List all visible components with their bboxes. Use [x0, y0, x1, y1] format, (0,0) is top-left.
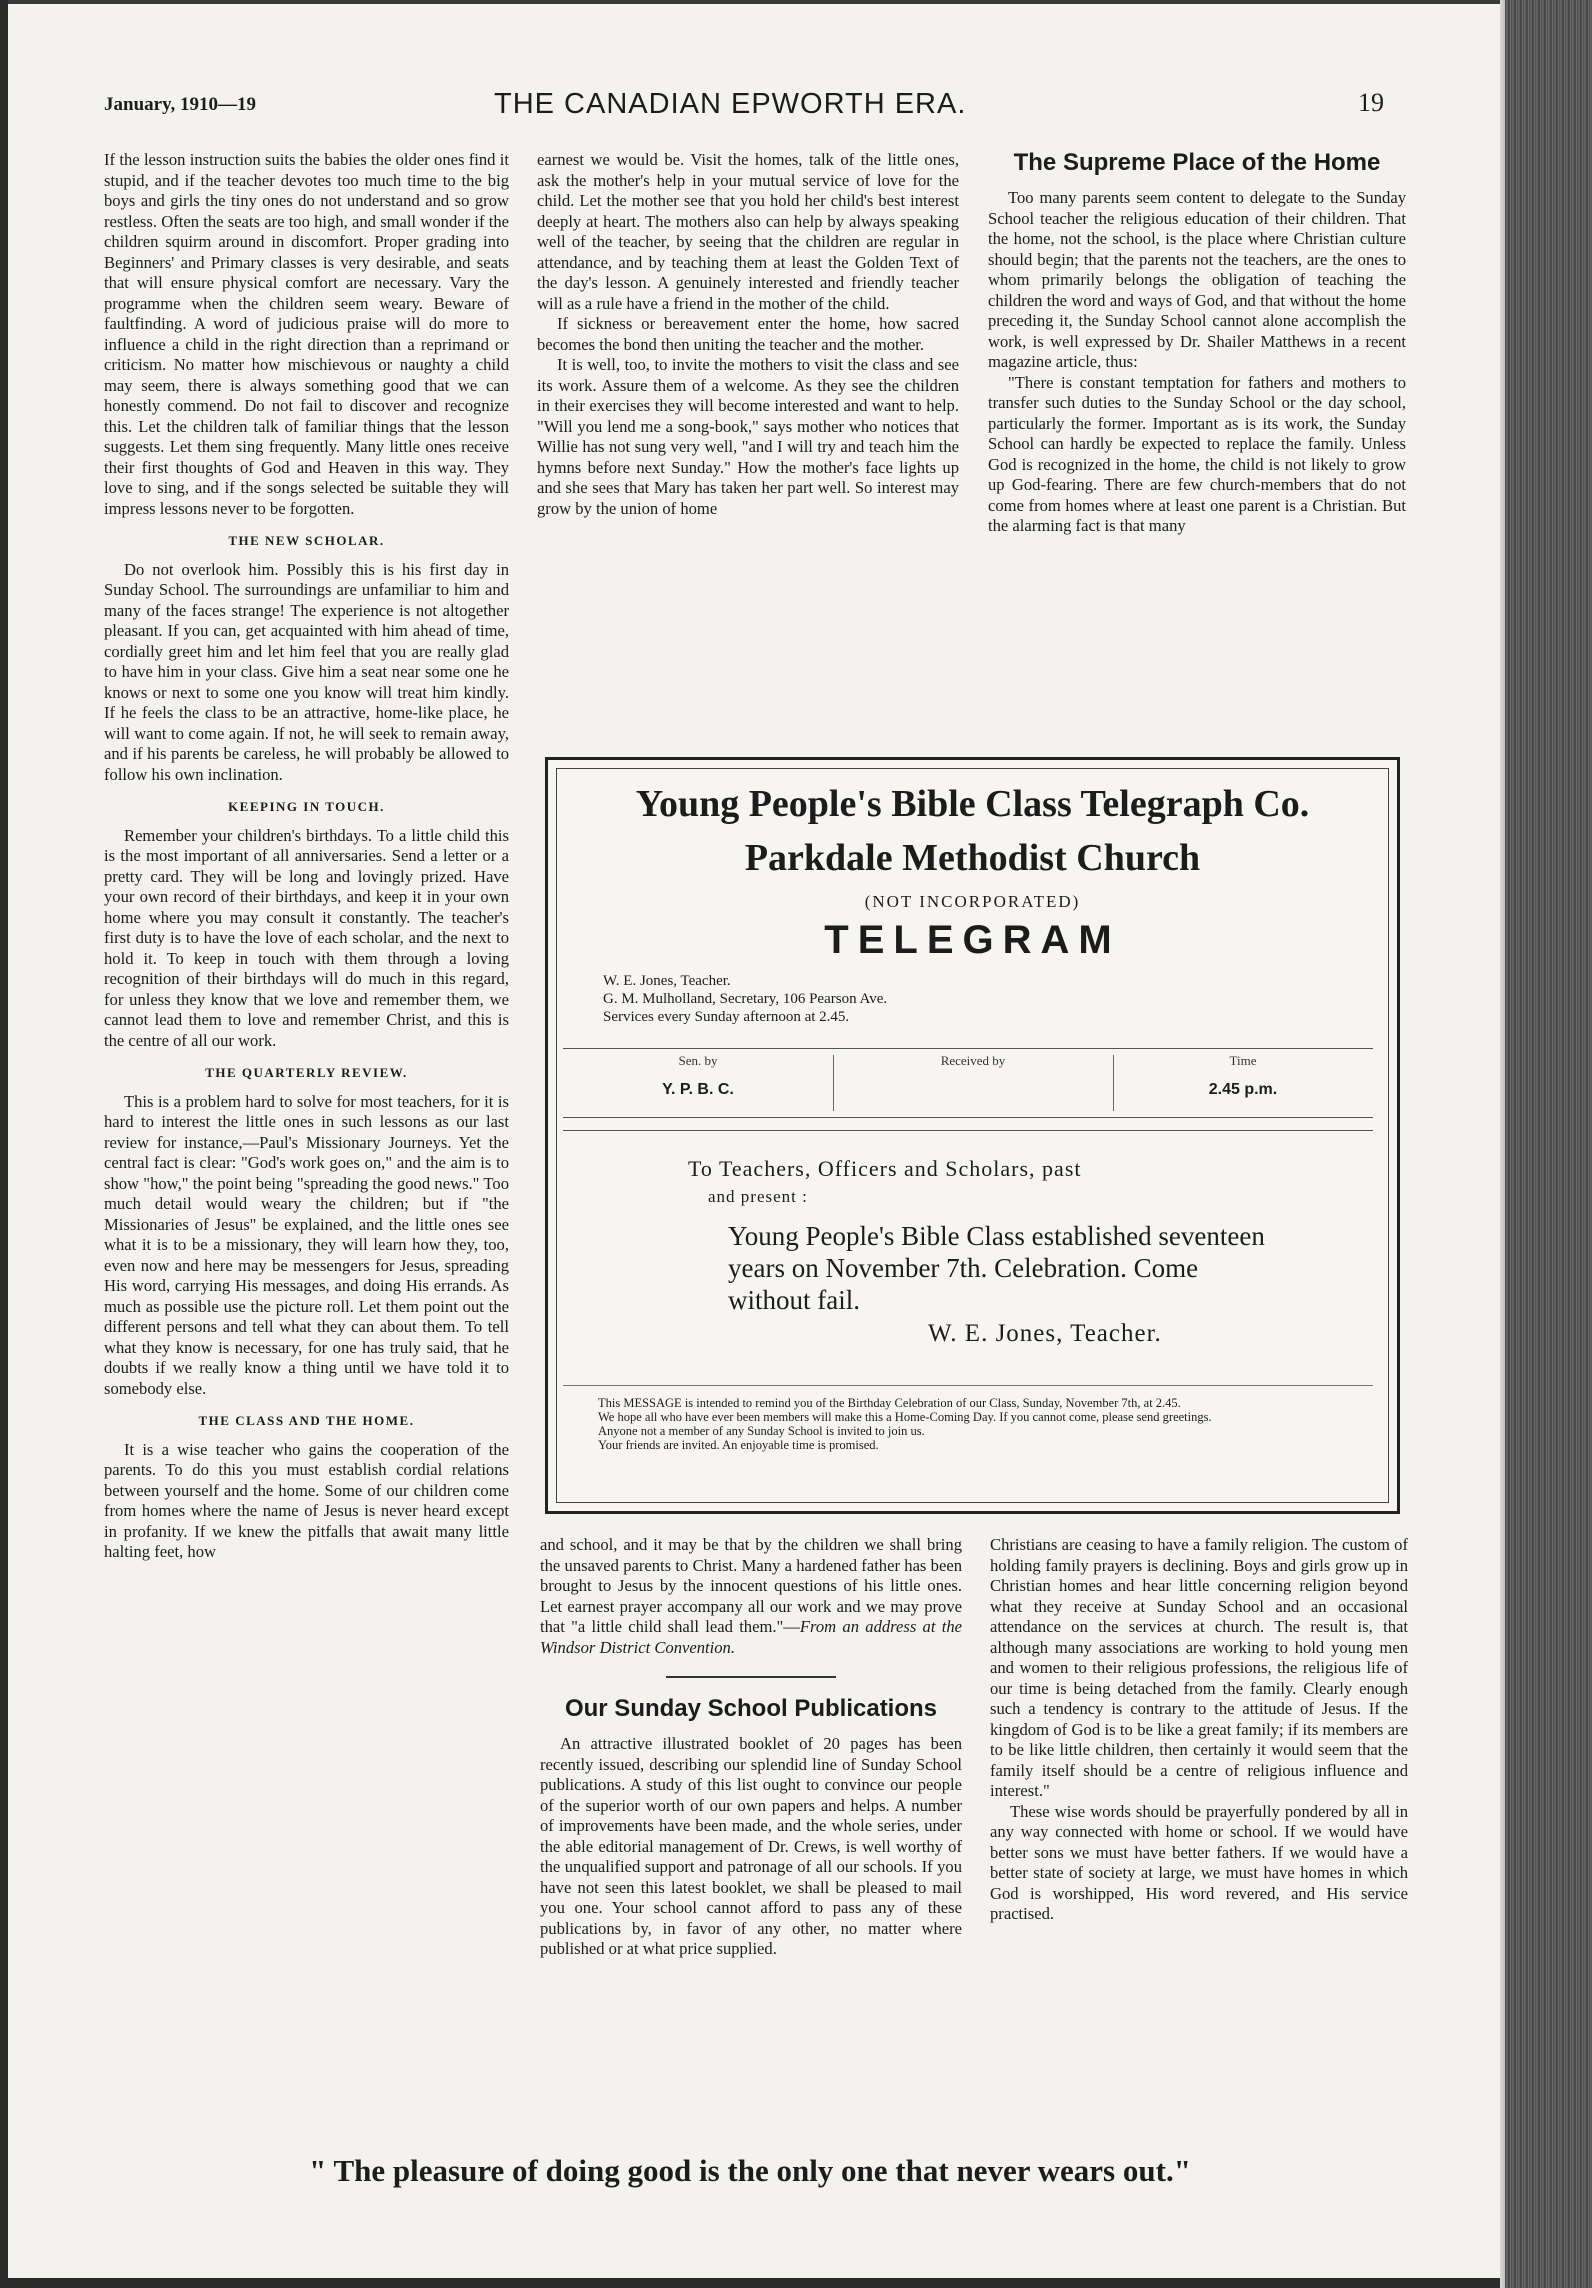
- telegram-footnote-line: Anyone not a member of any Sunday School is invited to join us.: [598, 1424, 925, 1438]
- book-page-edges: [1505, 0, 1592, 2288]
- paragraph: Do not overlook him. Possibly this is his first day in Sunday School. The surroundings are unfamiliar to him and many of the faces strange! The experience is not altogether pleasant. If you can, get acquainted with him ahead of time, cordially greet him and let him feel that you are really glad to have him in your class. Give him a seat near some one he knows or next to some one you know will treat him kindly. If he feels the class to be an attractive, home-like place, he will want to come again. If not, he will seek to remain away, and if his parents be careless, he will probably be allowed to follow his own inclination.: [104, 559, 509, 784]
- section-heading: KEEPING IN TOUCH.: [228, 799, 385, 814]
- telegram-signature: W. E. Jones, Teacher.: [928, 1320, 1162, 1347]
- sent-by-label: Sen. by: [678, 1053, 718, 1068]
- column-one: [104, 150, 509, 1563]
- paragraph: These wise words should be prayerfully pondered by all in any way connected with home or school. If we would have better sons we must have better fathers. If we would have a better state of society at large, we must have homes in which God is worshipped, His word revered, and His service practised.: [990, 1801, 1408, 1923]
- paragraph: Christians are ceasing to have a family religion. The custom of holding family prayers is declining. Boys and girls grow up in Christian homes and hear little concerning religion beyond what they receive at Sunday School and an occasional attendance on the services at church. The result is, that although many associations are working to hold young men and women to their religious professions, the religious life of our time is being detached from the family. Clearly enough such a tendency is contrary to the attitude of Jesus. If the kingdom of God is to be like a great family; if its members are to be like little children, then certainly it would seem that the family itself should be a centre of religious influence and interest.": [990, 1535, 1408, 1800]
- received-by-cell: [833, 1049, 1113, 1117]
- telegram-info-line: G. M. Mulholland, Secretary, 106 Pearson Ave.: [603, 991, 888, 1007]
- paragraph: It is well, too, to invite the mothers to visit the class and see its work. Assure them of a welcome. As they see the children in their exercises they will become interested and want to help. "Will you lend me a song-book," says mother who notices that Willie has not sung very well, "and I will try and teach him the hymns before next Sunday." How the mother's face lights up and she sees that Mary has taken her part well. So interest may grow by the union of home: [537, 355, 959, 518]
- page-frame-left: [0, 0, 8, 2288]
- telegram-routing-table: [563, 1048, 1373, 1118]
- paragraph: An attractive illustrated booklet of 20 pages has been recently issued, describing our splendid line of Sunday School publications. A study of this list ought to convince our people of the superior worth of our own papers and helps. A number of improvements have been made, and the whole series, under the able editorial management of Dr. Crews, is well worthy of the unqualified support and patronage of all our schools. If you have not seen this latest booklet, we shall be pleased to mail you one. Your school cannot afford to pass any of these publications by, in favor of any other, no matter where published or at what price supplied.: [540, 1734, 962, 1958]
- paragraph: If the lesson instruction suits the babies the older ones find it stupid, and if the teacher devotes too much time to the big boys and girls the tiny ones do not understand and so grow restless. Often the seats are too high, and small wonder if the children squirm around in discomfort. Proper grading into Beginners' and Primary classes is very desirable, and seats that will ensure physical comfort are necessary. Vary the programme when the children seem weary. Beware of faultfinding. A word of judicious praise will do more to influence a child in the right direction than a reprimand or criticism. No matter how mischievous or naughty a child may seem, there is always something good that we can honestly commend. Do not fail to discover and recognize this. Let the children talk of familiar things that the lesson suggests. Let them sing frequently. Many little ones receive their first thoughts of God and Heaven in this way. They love to sing, and if the songs selected be suitable they will impress lessons never to be forgotten.: [104, 150, 509, 518]
- column-two-bottom: [540, 1535, 962, 1960]
- telegram-footnote-line: We hope all who have ever been members will make this a Home-Coming Day. If you cannot come, please send greetings.: [598, 1410, 1212, 1424]
- source-citation: From an address at the Windsor District Convention.: [540, 1617, 962, 1657]
- section-heading: THE CLASS AND THE HOME.: [198, 1413, 415, 1428]
- header-title: THE CANADIAN EPWORTH ERA.: [494, 88, 967, 120]
- telegram-rule: [563, 1385, 1373, 1386]
- paragraph: earnest we would be. Visit the homes, talk of the little ones, ask the mother's help in your mutual service of love for the child. Let the mother see that you hold her child's best interest deeply at heart. The mothers also can help by always speaking well of the teacher, by seeing that the children are regular in attendance, and by teaching them at least the Golden Text of the day's lesson. A genuinely interested and friendly teacher will as a rule have a friend in the mother of the child.: [537, 150, 959, 313]
- article-heading: Our Sunday School Publications: [564, 1695, 938, 1722]
- telegram-info-line: W. E. Jones, Teacher.: [603, 973, 731, 989]
- section-heading: THE QUARTERLY REVIEW.: [205, 1065, 408, 1080]
- section-divider: [666, 1676, 836, 1678]
- running-header: [104, 88, 1404, 128]
- header-page-number: 19: [1358, 88, 1384, 117]
- telegram-footnote-line: Your friends are invited. An enjoyable time is promised.: [598, 1438, 879, 1452]
- page-frame-top: [0, 0, 1505, 4]
- paragraph: Remember your children's birthdays. To a little child this is the most important of all anniversaries. Send a letter or a pretty card. They will be long and lovingly prized. Have your own record of their birthdays, and keep it in your own home where you may consult it constantly. The teacher's first duty is to have the love of each scholar, and the next to hold it. To keep in touch with them through a loving recognition of their birthdays will do much in this regard, for unless they know that we love and remember them, we cannot lead them to love and remember Christ, and this is the centre of all our work.: [104, 825, 509, 1050]
- page-frame-bottom: [0, 2278, 1505, 2288]
- paragraph: Too many parents seem content to delegate to the Sunday School teacher the religious education of their children. That the home, not the school, is the place where Christian culture should begin; that the parents not the teachers, are the ones to whom primarily belongs the obligation of teaching the children the word and ways of God, and that without the home preceding it, the Sunday School cannot alone accomplish the work, is well expressed by Dr. Shailer Matthews in a recent magazine article, thus:: [988, 188, 1406, 371]
- received-by-label: Received by: [940, 1053, 1006, 1068]
- paragraph: It is a wise teacher who gains the cooperation of the parents. To do this you must establish cordial relations between yourself and the home. Some of our children come from homes where the name of Jesus is never heard except in profanity. If we knew the pitfalls that await many little halting feet, how: [104, 1439, 509, 1561]
- telegram-footnote: [563, 1396, 1373, 1452]
- telegram-not-incorporated: (NOT INCORPORATED): [864, 892, 1081, 911]
- telegram-message-heading-line: To Teachers, Officers and Scholars, past: [688, 1156, 1082, 1181]
- telegram-company-title: Young People's Bible Class Telegraph Co.: [635, 783, 1310, 825]
- telegram-label: TELEGRAM: [824, 918, 1121, 962]
- paragraph-text: and school, and it may be that by the children we shall bring the unsaved parents to Christ. Many a hardened father has been brought to Jesus by the innocent questions of his little ones. Let earnest prayer accompany all our work and we may prove that "a little child shall lead them."—: [540, 1535, 962, 1636]
- paragraph: "There is constant temptation for fathers and mothers to transfer such duties to the Sunday School or the day school, particularly the former. Important as is its work, the Sunday School can hardly be expected to replace the family. Unless God is recognized in the home, the child is not likely to grow up God-fearing. There are few church-members that do not come from homes where at least one parent is a Christian. But the alarming fact is that many: [988, 372, 1406, 535]
- sent-by-cell: [563, 1049, 833, 1117]
- telegram-message-heading-line: and present :: [708, 1187, 808, 1206]
- paragraph: [540, 1535, 962, 1658]
- column-three-bottom: [990, 1535, 1408, 1925]
- telegram-footnote-line: This MESSAGE is intended to remind you of the Birthday Celebration of our Class, Sunday, November 7th, at 2.45.: [598, 1396, 1181, 1410]
- time-cell: [1113, 1049, 1373, 1117]
- telegram-info: [603, 972, 887, 1026]
- telegram-message-heading: [688, 1155, 1082, 1211]
- column-two-top: [537, 150, 959, 519]
- telegram-message: Young People's Bible Class established seventeen years on November 7th. Celebration. Come without fail.: [728, 1221, 1265, 1315]
- sent-by-value: Y. P. B. C.: [662, 1081, 734, 1098]
- header-date: January, 1910—19: [104, 94, 257, 115]
- telegram-advertisement: [545, 757, 1400, 1514]
- time-value: 2.45 p.m.: [1208, 1081, 1278, 1098]
- time-label: Time: [1229, 1053, 1257, 1068]
- column-three-top: [988, 148, 1406, 537]
- paragraph: If sickness or bereavement enter the home, how sacred becomes the bond then uniting the teacher and the mother.: [537, 314, 959, 354]
- telegram-church-name: Parkdale Methodist Church: [744, 837, 1201, 879]
- article-heading: The Supreme Place of the Home: [1013, 149, 1381, 176]
- paragraph: This is a problem hard to solve for most teachers, for it is hard to interest the little ones in such lessons as our last review for instance,—Paul's Missionary Journeys. Yet the central fact is clear: "God's work goes on," and the aim is to show "how," the point being "spreading the good news." Too much detail would weary the children; but if "the Missionaries of Jesus" be explained, and the little ones see what it is to be a missionary, they will learn how they, too, even now and here may be messengers for Jesus, spreading His word, carrying His messages, and doing His errands. As much as possible use the picture roll. Let them point out the different persons and tell what they can about them. To tell what they know is necessary, for one has truly said, that he doubts if we really know a thing until we have told it to somebody else.: [104, 1091, 509, 1398]
- section-heading: THE NEW SCHOLAR.: [228, 533, 385, 548]
- footer-quote: " The pleasure of doing good is the only one that never wears out.": [309, 2153, 1191, 2188]
- telegram-rule: [563, 1130, 1373, 1131]
- telegram-info-line: Services every Sunday afternoon at 2.45.: [603, 1009, 850, 1025]
